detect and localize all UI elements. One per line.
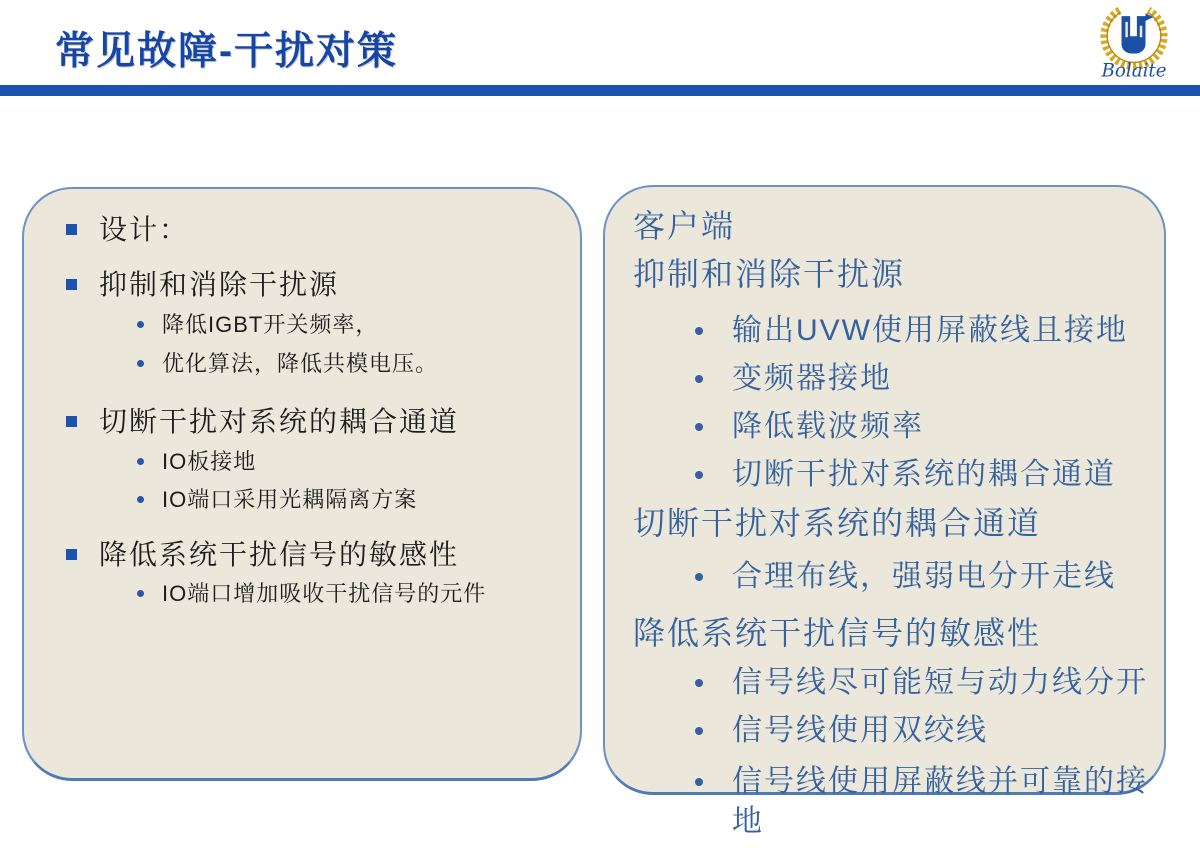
- list-item-label: 切断干扰对系统的耦合通道: [99, 406, 460, 437]
- list-item: [695, 311, 1164, 351]
- list-item-label: 切断干扰对系统的耦合通道: [732, 458, 1116, 491]
- list-item: [137, 309, 580, 341]
- bolaite-logo-icon: [1086, 2, 1182, 84]
- list-item-label: 合理布线，强弱电分开走线: [732, 560, 1116, 593]
- list-item-label: 优化算法，降低共模电压。: [162, 351, 439, 376]
- list-item-label: 信号线使用双绞线: [732, 714, 988, 747]
- dot-bullet-icon: [695, 679, 703, 687]
- dot-bullet-icon: [695, 471, 703, 479]
- list-item: [695, 455, 1164, 495]
- dot-bullet-icon: [137, 458, 144, 465]
- dot-bullet-icon: [695, 375, 703, 383]
- list-item-label: 信号线尽可能短与动力线分开: [732, 666, 1148, 699]
- list-item: [137, 484, 580, 516]
- square-bullet-icon: [66, 416, 77, 427]
- bolaite-logo: [1086, 2, 1182, 84]
- list-item: [66, 536, 580, 574]
- list-item-label: IO端口采用光耦隔离方案: [162, 487, 418, 512]
- list-item-label: 抑制和消除干扰源: [99, 269, 340, 300]
- list-item: [137, 348, 580, 380]
- dot-bullet-icon: [137, 360, 144, 367]
- list-item: [66, 211, 580, 249]
- list-item: [66, 403, 580, 441]
- dot-bullet-icon: [137, 496, 144, 503]
- list-item: [695, 762, 1164, 842]
- design-panel: [22, 187, 582, 781]
- list-item-label: IO板接地: [162, 449, 257, 474]
- logo-wordmark: Bolaite: [1101, 60, 1167, 82]
- dot-bullet-icon: [695, 327, 703, 335]
- list-item-label: 设计：: [99, 214, 190, 245]
- dot-bullet-icon: [695, 778, 703, 786]
- client-panel: [603, 185, 1166, 838]
- square-bullet-icon: [66, 224, 77, 235]
- panel-heading: [633, 612, 1164, 654]
- list-item-label: IO端口增加吸收干扰信号的元件: [162, 581, 487, 606]
- list-item: [66, 266, 580, 304]
- list-item: [695, 557, 1164, 597]
- title-divider: [0, 85, 1200, 96]
- list-item-label: 降低系统干扰信号的敏感性: [99, 539, 460, 570]
- list-item: [137, 446, 580, 478]
- dot-bullet-icon: [695, 423, 703, 431]
- list-item: [695, 663, 1164, 703]
- heading-label: 客户端: [633, 208, 736, 244]
- square-bullet-icon: [66, 279, 77, 290]
- list-item-label: 降低IGBT开关频率，: [162, 312, 379, 337]
- list-item: [695, 711, 1164, 751]
- dot-bullet-icon: [695, 573, 703, 581]
- page-title: 常见故障-干扰对策: [55, 30, 398, 73]
- dot-bullet-icon: [137, 321, 144, 328]
- square-bullet-icon: [66, 549, 77, 560]
- emblem-icon: [1122, 13, 1154, 53]
- list-item: [695, 407, 1164, 447]
- heading-label: 切断干扰对系统的耦合通道: [633, 505, 1042, 541]
- panel-heading: [633, 502, 1164, 544]
- panel-heading: [633, 253, 1164, 295]
- list-item-label: 降低载波频率: [732, 410, 924, 443]
- dot-bullet-icon: [137, 590, 144, 597]
- list-item: [137, 578, 580, 610]
- list-item: [695, 359, 1164, 399]
- heading-label: 抑制和消除干扰源: [633, 256, 906, 292]
- dot-bullet-icon: [695, 727, 703, 735]
- list-item-label: 输出UVW使用屏蔽线且接地: [732, 314, 1128, 347]
- panel-heading: [633, 205, 1164, 247]
- heading-label: 降低系统干扰信号的敏感性: [633, 615, 1042, 651]
- list-item-label: 信号线使用屏蔽线并可靠的接地: [732, 765, 1148, 838]
- list-item-label: 变频器接地: [732, 362, 892, 395]
